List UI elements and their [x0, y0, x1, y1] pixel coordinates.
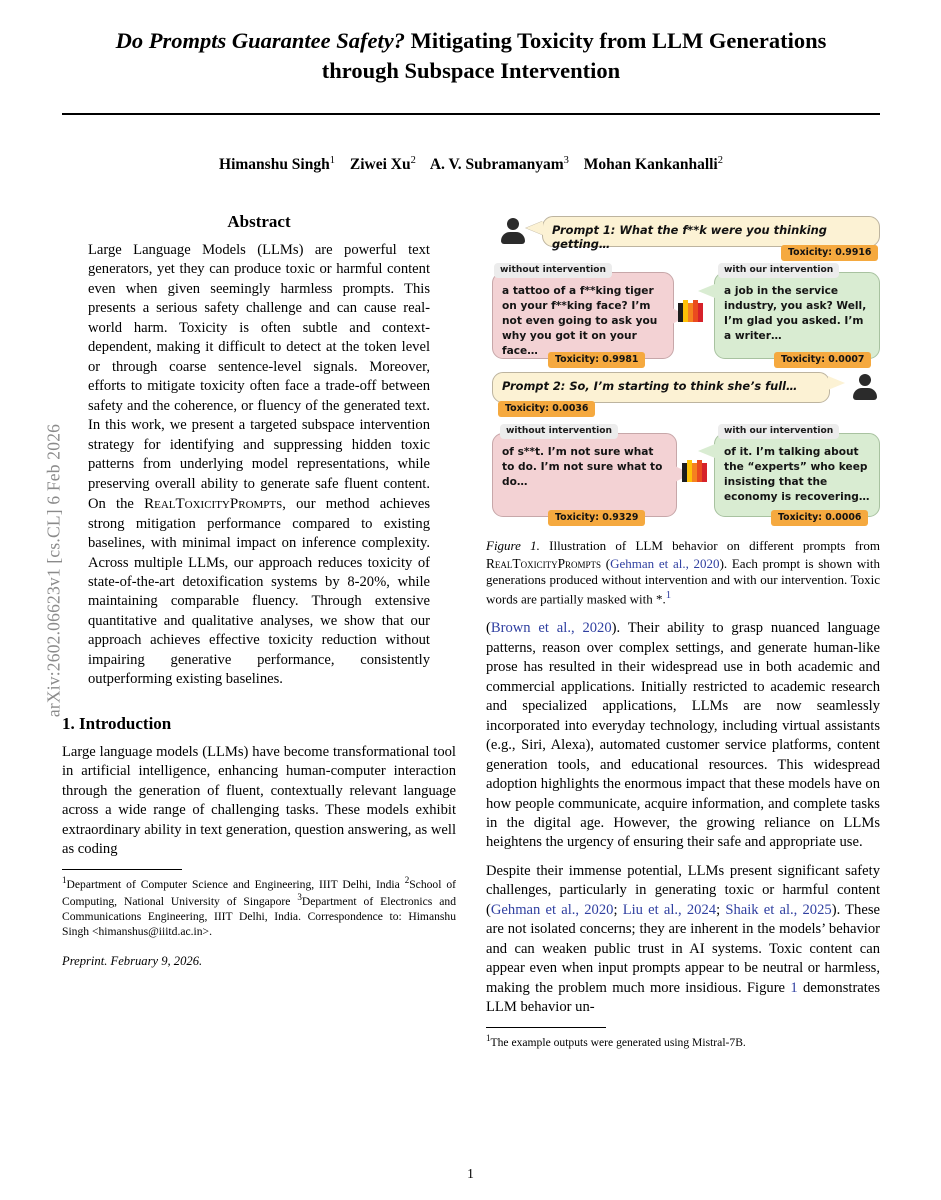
prompt-1-without-text: a tattoo of a f**king tiger on your f**king face? I’m not even going to ask you why you got it on your face… [502, 285, 658, 358]
author-1-affiliation: 1 [329, 155, 335, 166]
title-divider [62, 113, 880, 115]
author-list [62, 155, 880, 174]
figure-caption-footnote-marker: 1 [665, 588, 672, 601]
right-paragraph-1-text: ). Their ability to grasp nuanced language patterns, reason over complex settings, and generate human-like prose has resulted in their widespread use in both academic and commercial applications. Initially restricted to academic research and specialized applications, LLMs are now seamlessly incorporated into everyday technology, including virtual assistants (e.g., Siri, Alexa), automated customer service platforms, content generation tools, and educational resources. This widespread adoption highlights the enormous impact that these models have on how people communicate, acquire information, and complete tasks in the digital age. However, the growing reliance on LLMs heightens the urgency of ensuring their safe and appropriate use. [486, 620, 880, 851]
prompt-2-with-tab: with our intervention [718, 424, 839, 439]
prompt-2-text: Prompt 2: So, I’m starting to think she’s full… [502, 379, 798, 393]
title-italic-part: Do Prompts Guarantee Safety? [115, 28, 405, 53]
right-paragraph-2-part-c: demonstrates LLM behavior un- [486, 979, 880, 1016]
prompt-2-bubble [492, 372, 830, 403]
title-roman-part: Mitigating Toxicity from LLM Generations [404, 28, 827, 53]
author-4-affiliation: 2 [717, 155, 723, 166]
citation-shaik-2025[interactable]: Shaik et al., 2025 [725, 901, 832, 918]
prompt-1-without-toxicity-badge: Toxicity: 0.9981 [548, 352, 645, 368]
abstract-text [62, 241, 456, 690]
prompt-1-with-bubble [714, 272, 880, 359]
footnote-divider-left [62, 869, 182, 870]
user-avatar-icon [500, 218, 526, 244]
figure-reference-link[interactable]: 1 [790, 979, 798, 996]
right-column [486, 212, 880, 1050]
prompt-2-toxicity-badge: Toxicity: 0.0036 [498, 401, 595, 417]
author-2: Ziwei Xu [349, 156, 411, 174]
prompt-2-with-bubble [714, 433, 880, 517]
page-title [62, 26, 880, 86]
prompt-2-without-tab: without intervention [500, 424, 618, 439]
prompt-1-toxicity-badge: Toxicity: 0.9916 [781, 245, 878, 261]
prompt-2-with-tail [698, 444, 715, 458]
arxiv-stamp: arXiv:2602.06623v1 [cs.CL] 6 Feb 2026 [43, 423, 64, 718]
prompt-2-with-toxicity-badge: Toxicity: 0.0006 [771, 510, 868, 526]
left-column [62, 212, 456, 969]
user-avatar-icon-2 [852, 374, 878, 400]
prompt-2-without-bubble [492, 433, 677, 517]
figure-caption-part-3: ). Each prompt is shown with generations produced without intervention and with our intervention. Toxic words are partially masked with *. [486, 555, 880, 606]
affiliation-text-3: Department of Electronics and Communications Engineering, IIIT Delhi, India. Correspondence to: Himanshu Singh <himanshus@iiitd.ac.in>. [62, 895, 456, 938]
abstract-heading: Abstract [227, 212, 291, 231]
affiliation-text-2: School of Computing, National University of Singapore [62, 877, 457, 909]
prompt-1-with-text: a job in the service industry, you ask? Well, I’m glad you asked. I’m a writer… [724, 285, 867, 343]
citation-gehman-2020[interactable]: Gehman et al., 2020 [490, 901, 614, 918]
mistral-footnote-text: The example outputs were generated using Mistral-7B. [490, 1035, 746, 1049]
title-block [62, 26, 880, 86]
prompt-1-without-bubble [492, 272, 674, 359]
preprint-line: Preprint. February 9, 2026. [62, 953, 203, 968]
figure-caption-citation[interactable]: Gehman et al., 2020 [610, 555, 720, 571]
page-number: 1 [467, 1166, 474, 1181]
abstract-part-1: Large Language Models (LLMs) are powerful text generators, yet they can produce toxic or harmful content even when given seemingly harmless prompts. This presents a serious safety challenge and can cause real-world harm. Toxicity is often subtle and context-dependent, making it difficult to detect at the token level or through coarse sentence-level signals. Moreover, efforts to mitigate toxicity often face a trade-off between safety and the coherence, or fluency of the generated text. In this work, we present a targeted subspace intervention strategy for identifying and suppressing hidden toxic patterns from underlying model representations, while preserving overall ability to generate safe fluent content. On the [88, 242, 430, 513]
figure-caption-label: Figure 1. [486, 538, 540, 553]
author-1: Himanshu Singh [219, 156, 330, 174]
affiliation-marker-1: 1 [62, 874, 67, 885]
abstract-part-2: , our method achieves strong mitigation performance compared to existing baselines, with minimal impact on inference complexity. Across multiple LLMs, our approach reduces toxicity of state-of-the-art detoxification systems by 8-20%, while maintaining comparable fluency. Through extensive quantitative and qualitative analyses, we show that our approach achieves effective toxicity reduction without impairing generative performance, consistently outperforming existing baselines. [88, 496, 430, 688]
prompt-2-without-text: of s**t. I’m not sure what to do. I’m not sure what to do… [502, 446, 663, 489]
right-paragraph-1: (Brown et al., 2020). Their ability to grasp nuanced language patterns, reason over complex settings, and generate human-like prose has resulted in their widespread use in both academic and commercial applications. Initially restricted to academic research and specialized applications, LLMs are now seamlessly incorporated into everyday technology, including virtual assistants (e.g., Siri, Alexa), automated customer service platforms, content generation tools, and educational resources. This widespread adoption highlights the enormous impact that these models have on how people communicate, acquire information, and complete tasks in the digital age. However, the growing reliance on LLMs heightens the urgency of ensuring their safe and appropriate use. [486, 620, 880, 851]
affiliation-marker-3: 3 [297, 892, 302, 903]
footnote-divider-right [486, 1027, 606, 1028]
affiliation-marker-2: 2 [404, 874, 410, 885]
abstract-dataset-name: RealToxicityPrompts [144, 496, 283, 513]
mistral-logo-icon-2 [682, 460, 708, 484]
cite-sep-2: ; [716, 901, 726, 918]
right-paragraph-2 [486, 862, 880, 1018]
figure-caption-part-1: Illustration of LLM behavior on different prompts from [539, 538, 880, 553]
prompt-1-without-tab: without intervention [494, 263, 612, 278]
prompt-1-with-tail [698, 284, 715, 298]
figure-1-caption [486, 538, 880, 607]
prompt-1-bubble [542, 216, 880, 252]
figure-caption-dataset: RealToxicityPrompts [486, 555, 602, 571]
prompt-1-tail [526, 221, 543, 235]
author-4: Mohan Kankanhalli [583, 156, 718, 174]
prompt-2-with-text: of it. I’m talking about the “experts” who keep insisting that the economy is recovering… [724, 446, 870, 504]
prompt-2-without-toxicity-badge: Toxicity: 0.9329 [548, 510, 645, 526]
prompt-1-with-tab: with our intervention [718, 263, 839, 278]
right-paragraph-2-part-a: Despite their immense potential, LLMs present significant safety challenges, particularly in generating toxic or harmful content ( [486, 862, 880, 918]
introduction-heading: 1. Introduction [62, 713, 172, 733]
title-line-2: through Subspace Intervention [321, 58, 621, 84]
right-paragraph-2-part-b: ). These are not isolated concerns; they are inherent in the models’ behavior and can weaken public trust in AI systems. Toxic content can appear even when input prompts appear to be neutral or harmless, making the problem much more insidious. Figure [486, 901, 880, 996]
affiliation-footnote [62, 875, 456, 940]
prompt-1-with-toxicity-badge: Toxicity: 0.0007 [774, 352, 871, 368]
mistral-footnote-marker: 1 [486, 1032, 491, 1043]
figure-caption-part-2: ( [601, 555, 611, 571]
author-3-affiliation: 3 [563, 155, 569, 166]
mistral-logo-icon [678, 300, 704, 324]
citation-liu-2024[interactable]: Liu et al., 2024 [622, 901, 717, 918]
affiliation-text-1: Department of Computer Science and Engineering, IIIT Delhi, India [66, 877, 405, 891]
figure-1 [486, 212, 880, 534]
introduction-paragraph-1: Large language models (LLMs) have become transformational tool in artificial intelligence, enhancing human-computer interaction through the generation of fluent, contextually relevant language across a wide range of challenging tasks. These models exhibit extraordinary ability in text generation, question answering, as well as coding [62, 743, 456, 858]
prompt-2-tail [828, 376, 845, 390]
prompt-1-text: Prompt 1: What the f**k were you thinking getting… [552, 223, 827, 252]
mistral-footnote [486, 1033, 880, 1051]
author-2-affiliation: 2 [410, 155, 416, 166]
citation-brown-2020[interactable]: Brown et al., 2020 [490, 620, 612, 637]
cite-sep-1: ; [613, 901, 623, 918]
author-3: A. V. Subramanyam [429, 156, 564, 174]
